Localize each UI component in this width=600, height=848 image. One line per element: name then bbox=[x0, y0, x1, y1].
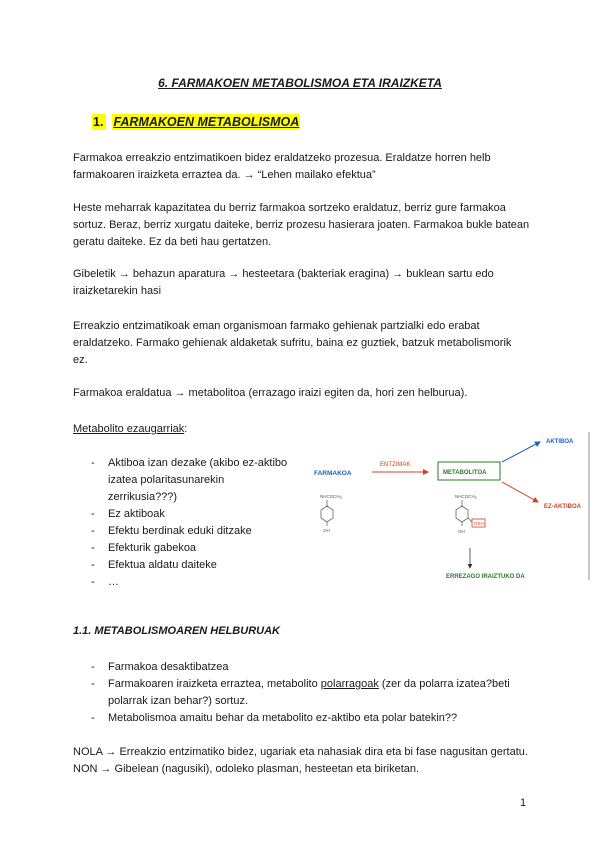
aktiboa-label: AKTIBOA bbox=[546, 439, 574, 445]
list-item: - Farmakoaren iraizketa erraztea, metabolito polarragoak (zer da polarra izatea?beti polarrak izan behar?) sortuz. bbox=[91, 676, 511, 710]
metabolito-heading-text: Metabolito ezaugarriak bbox=[73, 423, 185, 435]
non-line: NON → Gibelean (nagusiki), odoleko plasman, hesteetan eta biriketan. bbox=[73, 763, 420, 775]
list-item: - Farmakoa desaktibatzea bbox=[91, 659, 511, 676]
molecule-2-substituent: $NHCOCH_3$ bbox=[455, 494, 477, 500]
list-item: - … bbox=[91, 574, 301, 591]
molecule-1-substituent: $NHCOCH_3$ bbox=[320, 494, 342, 500]
paragraph-line: Heste meharrak kapazitatea du berriz farmakoa sortzeko eraldatuz, berriz gure farmakoa bbox=[73, 202, 506, 214]
metabolito-list bbox=[91, 455, 301, 591]
list-item: - Aktiboa izan dezake (akibo ez-aktibo izatea polaritasunarekin zerrikusia???) bbox=[91, 455, 293, 506]
list-item: - Efekturik gabekoa bbox=[91, 540, 301, 557]
paragraph-5: Farmakoa eraldatua → metabolitoa (errazago iraizi egiten da, hori zen helburua). bbox=[73, 387, 468, 399]
metabolito-heading-colon: : bbox=[184, 423, 188, 435]
paragraph-line: Gibeletik → behazun aparatura → hesteetara (bakteriak eragina) → buklean sartu edo bbox=[73, 268, 494, 280]
molecule-1-ring bbox=[321, 506, 333, 522]
molecule-2-ring bbox=[456, 506, 468, 522]
helburuak-list bbox=[91, 659, 511, 727]
molecule-1-oh: OH bbox=[323, 528, 330, 533]
paragraph-line: sortuz. Beraz, berriz xurgatu daiteke, berriz prozesu hasierara joaten. Farmakoa bukle batean bbox=[73, 219, 530, 231]
page-number: 1 bbox=[520, 797, 527, 809]
paragraph-line: ez. bbox=[73, 354, 88, 366]
paragraph-line: eraldatzeko. Farmako gehienak aldaketak sufritu, baina ez guztiek, batzuk metabolismorik bbox=[73, 337, 512, 349]
section-heading-1-1: 1.1. METABOLISMOAREN HELBURUAK bbox=[73, 625, 280, 637]
paragraph-line: geratu daiteke. Ez da beti hau gertatzen. bbox=[73, 236, 272, 248]
paragraph-2 bbox=[73, 200, 543, 251]
aktiboa-arrow bbox=[502, 442, 540, 462]
section-number: 1. bbox=[92, 114, 106, 130]
farmakoa-label: FARMAKOA bbox=[314, 470, 352, 477]
molecule-2-oh: OH bbox=[458, 529, 465, 534]
list-item: - Efektua aldatu daiteke bbox=[91, 557, 301, 574]
entzimak-label: ENTZIMAK bbox=[380, 462, 411, 468]
metabolism-diagram bbox=[300, 430, 592, 590]
document-title: 6. FARMAKOEN METABOLISMOA ETA IRAIZKETA bbox=[158, 76, 442, 90]
polarragoak-underlined: polarragoak bbox=[320, 678, 379, 690]
errazago-label: ERREZAGO IRAIZTUKO DA bbox=[446, 574, 525, 580]
nola-line: NOLA → Erreakzio entzimatiko bidez, ugariak eta nahasiak dira eta bi fase nagusitan gertatu. bbox=[73, 746, 528, 758]
paragraph-3 bbox=[73, 266, 543, 300]
metabolitoa-label: METABOLITOA bbox=[443, 470, 487, 476]
section-title: FARMAKOEN METABOLISMOA bbox=[113, 115, 300, 129]
paragraph-line: farmakoaren iraizketa erraztea da. → “Lehen mailako efektua” bbox=[73, 169, 376, 181]
ez-aktiboa-label: EZ-AKTIBOA bbox=[544, 504, 581, 510]
gsh-label: GSH bbox=[474, 521, 484, 526]
list-item: - Efektu berdinak eduki ditzake bbox=[91, 523, 301, 540]
paragraph-line: iraizketarekin hasi bbox=[73, 285, 162, 297]
list-item: - Metabolismoa amaitu behar da metabolito ez-aktibo eta polar batekin?? bbox=[91, 710, 511, 727]
paragraph-1 bbox=[73, 150, 543, 184]
section-heading-1 bbox=[92, 115, 300, 129]
paragraph-line: Erreakzio entzimatikoak eman organismoan farmako gehienak partzialki edo erabat bbox=[73, 320, 480, 332]
paragraph-4 bbox=[73, 318, 543, 369]
list-item: - Ez aktiboak bbox=[91, 506, 301, 523]
ez-aktiboa-arrow bbox=[502, 482, 538, 502]
paragraph-line: Farmakoa erreakzio entzimatikoen bidez eraldatzeko prozesua. Eraldatze horren helb bbox=[73, 152, 491, 164]
